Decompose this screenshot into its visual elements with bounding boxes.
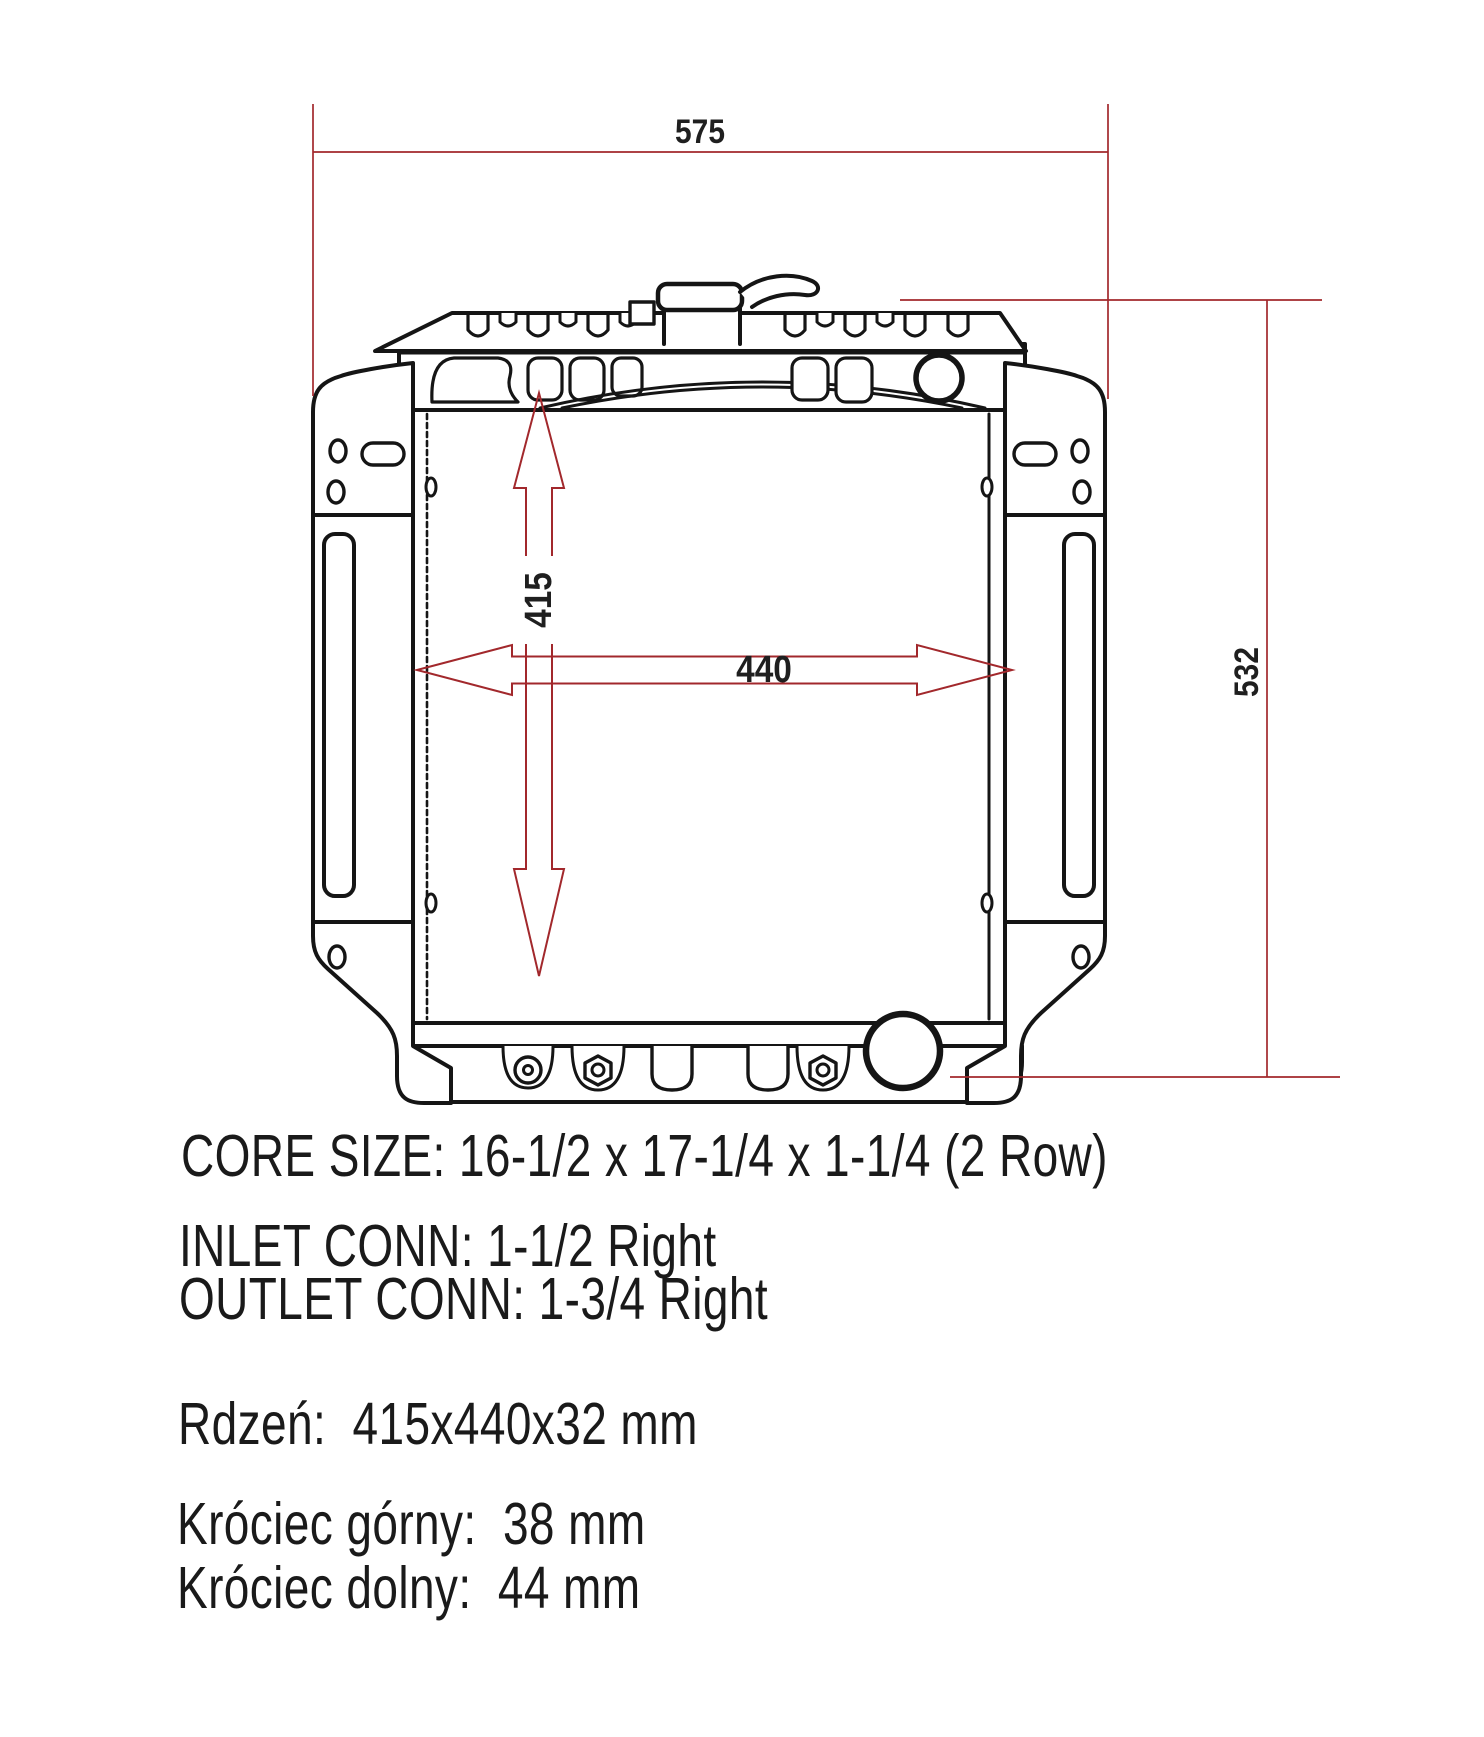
spec-inlet-conn: INLET CONN: 1-1/2 Right (179, 1213, 717, 1279)
tank-cutout (528, 358, 562, 400)
tank-cutout (432, 358, 518, 402)
hex-nut-icon (817, 1064, 829, 1076)
side-pin (982, 478, 992, 496)
spec-pipe-upper: Króciec górny: 38 mm (177, 1491, 646, 1557)
bracket-hole (329, 946, 345, 968)
spec-outlet-conn: OUTLET CONN: 1-3/4 Right (179, 1266, 769, 1332)
core-width-label: 440 (736, 648, 792, 691)
overall-width-label: 575 (675, 112, 725, 151)
spec-pipe-lower: Króciec dolny: 44 mm (177, 1555, 641, 1621)
spec-core-size: CORE SIZE: 16-1/2 x 17-1/4 x 1-1/4 (2 Row) (181, 1123, 1108, 1189)
side-pin (426, 478, 436, 496)
filler-detail (630, 302, 654, 324)
radiator-line-art (313, 276, 1105, 1103)
cap-lever (740, 276, 818, 307)
spec-core-metric: Rdzeń: 415x440x32 mm (178, 1391, 698, 1457)
radiator-core (413, 410, 1005, 1023)
overall-height-label: 532 (1227, 647, 1266, 697)
bracket-channel (324, 534, 354, 896)
drain-channel (748, 1046, 788, 1090)
drain-channel (652, 1046, 692, 1090)
bracket-hole (328, 481, 344, 503)
inlet-opening (916, 355, 962, 401)
tank-cutout (570, 358, 604, 400)
side-pin (426, 894, 436, 912)
tank-cutout (792, 358, 828, 400)
core-height-label: 415 (517, 572, 560, 628)
tab-notch (500, 313, 516, 326)
tank-cutout (836, 358, 872, 402)
bracket-slot (362, 443, 404, 465)
tab-notch (877, 313, 893, 326)
hex-nut-icon (592, 1064, 604, 1076)
side-pin (982, 894, 992, 912)
tab-notch (817, 313, 833, 326)
rivet-icon (524, 1066, 533, 1075)
filler-cap (658, 284, 742, 310)
bracket-hole (330, 440, 346, 462)
tab-notch (560, 313, 576, 326)
outlet-opening (866, 1014, 940, 1088)
